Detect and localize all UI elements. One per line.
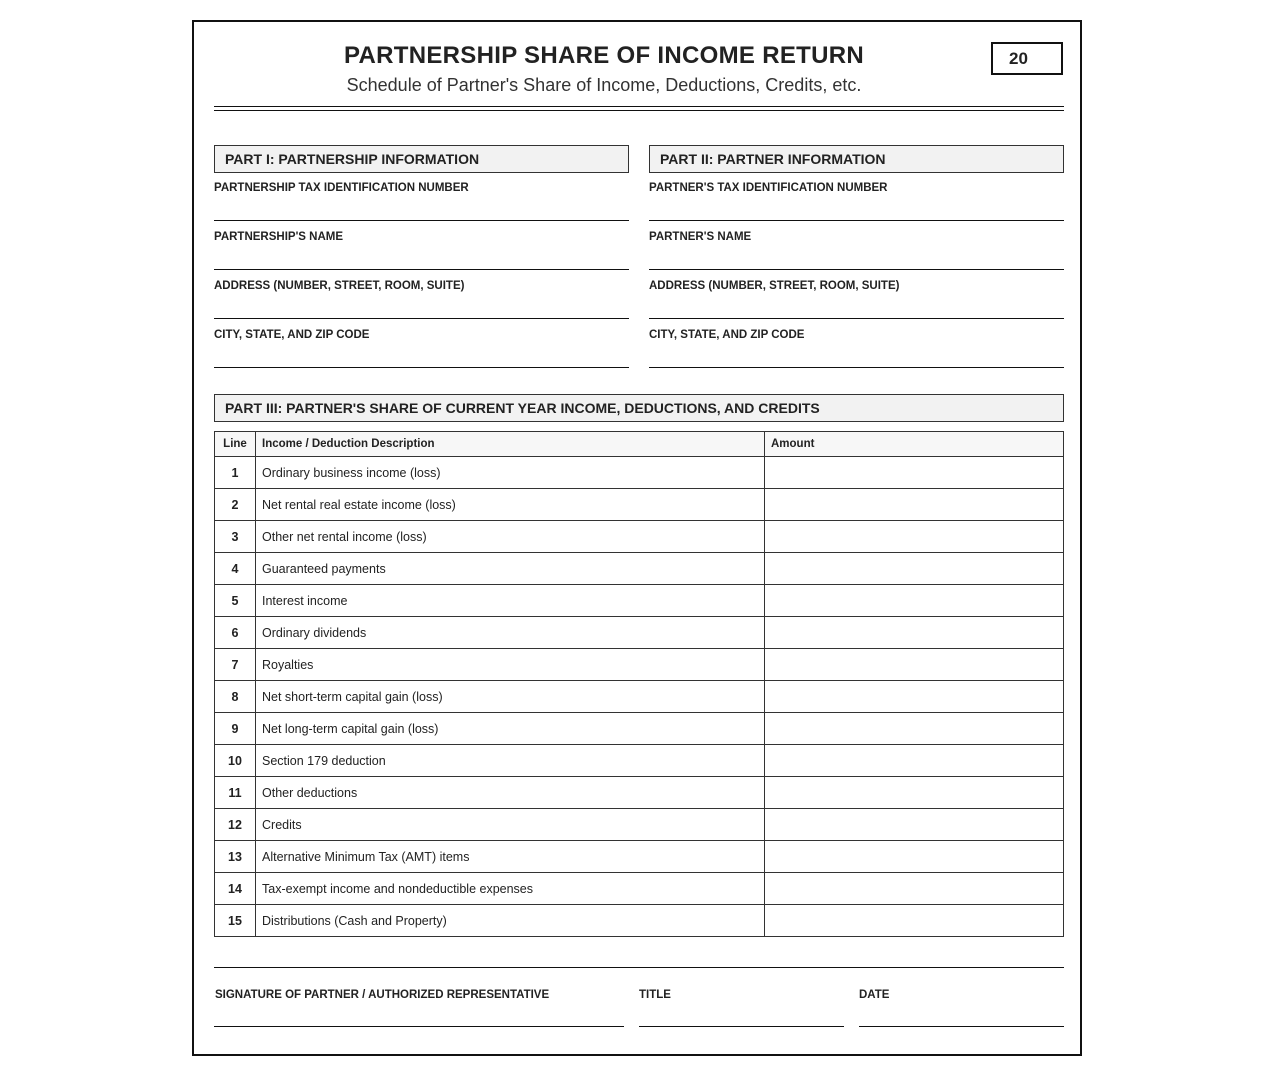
amount-cell[interactable] <box>765 745 1064 777</box>
line-description: Credits <box>256 809 765 841</box>
line-number: 2 <box>215 489 256 521</box>
part2-heading: PART II: PARTNER INFORMATION <box>649 145 1064 173</box>
partner-tin-field[interactable] <box>649 220 1064 221</box>
amount-cell[interactable] <box>765 681 1064 713</box>
line-description: Other deductions <box>256 777 765 809</box>
part1-heading: PART I: PARTNERSHIP INFORMATION <box>214 145 629 173</box>
partner-name-field[interactable] <box>649 269 1064 270</box>
line-number: 5 <box>215 585 256 617</box>
table-row <box>215 553 1064 585</box>
partnership-address-label: ADDRESS (NUMBER, STREET, ROOM, SUITE) <box>214 280 465 292</box>
partnership-name-label: PARTNERSHIP'S NAME <box>214 231 344 243</box>
amount-cell[interactable] <box>765 777 1064 809</box>
partner-city-field[interactable] <box>649 367 1064 368</box>
signature-label: SIGNATURE OF PARTNER / AUTHORIZED REPRESENTATIVE <box>215 989 550 1001</box>
table-row <box>215 681 1064 713</box>
line-description: Royalties <box>256 649 765 681</box>
form-subtitle: Schedule of Partner's Share of Income, Deductions, Credits, etc. <box>346 75 862 95</box>
header-divider <box>214 106 1064 111</box>
line-number: 6 <box>215 617 256 649</box>
partnership-name-field[interactable] <box>214 269 629 270</box>
table-row <box>215 617 1064 649</box>
partnership-city-label: CITY, STATE, AND ZIP CODE <box>214 329 370 341</box>
form-title: PARTNERSHIP SHARE OF INCOME RETURN <box>343 42 864 69</box>
signature-divider <box>214 967 1064 968</box>
line-description: Guaranteed payments <box>256 553 765 585</box>
table-row <box>215 873 1064 905</box>
line-number: 7 <box>215 649 256 681</box>
table-row <box>215 489 1064 521</box>
column-header-amount: Amount <box>765 432 1064 457</box>
table-row <box>215 777 1064 809</box>
partnership-address-field[interactable] <box>214 318 629 319</box>
partner-city-label: CITY, STATE, AND ZIP CODE <box>649 329 805 341</box>
line-description: Net short-term capital gain (loss) <box>256 681 765 713</box>
table-row <box>215 457 1064 489</box>
tax-year-box[interactable]: 20 <box>991 42 1063 75</box>
line-number: 12 <box>215 809 256 841</box>
amount-cell[interactable] <box>765 521 1064 553</box>
partnership-tin-label: PARTNERSHIP TAX IDENTIFICATION NUMBER <box>214 182 469 194</box>
line-description: Ordinary dividends <box>256 617 765 649</box>
line-description: Other net rental income (loss) <box>256 521 765 553</box>
line-number: 8 <box>215 681 256 713</box>
line-number: 10 <box>215 745 256 777</box>
line-number: 13 <box>215 841 256 873</box>
title-field[interactable] <box>639 1026 844 1027</box>
amount-cell[interactable] <box>765 457 1064 489</box>
line-number: 1 <box>215 457 256 489</box>
amount-cell[interactable] <box>765 809 1064 841</box>
table-row <box>215 809 1064 841</box>
income-table <box>214 431 1064 937</box>
amount-cell[interactable] <box>765 873 1064 905</box>
amount-cell[interactable] <box>765 489 1064 521</box>
partner-name-label: PARTNER'S NAME <box>649 231 752 243</box>
line-description: Section 179 deduction <box>256 745 765 777</box>
line-description: Net rental real estate income (loss) <box>256 489 765 521</box>
partnership-form <box>192 20 1082 1056</box>
partnership-tin-field[interactable] <box>214 220 629 221</box>
amount-cell[interactable] <box>765 841 1064 873</box>
column-header-line: Line <box>215 432 256 457</box>
date-field[interactable] <box>859 1026 1064 1027</box>
table-header-row <box>215 432 1064 457</box>
amount-cell[interactable] <box>765 553 1064 585</box>
signature-field[interactable] <box>214 1026 624 1027</box>
line-description: Interest income <box>256 585 765 617</box>
partner-tin-label: PARTNER'S TAX IDENTIFICATION NUMBER <box>649 182 888 194</box>
amount-cell[interactable] <box>765 713 1064 745</box>
line-description: Ordinary business income (loss) <box>256 457 765 489</box>
line-number: 15 <box>215 905 256 937</box>
table-row <box>215 745 1064 777</box>
amount-cell[interactable] <box>765 617 1064 649</box>
line-description: Distributions (Cash and Property) <box>256 905 765 937</box>
title-label: TITLE <box>639 989 671 1001</box>
line-description: Tax-exempt income and nondeductible expenses <box>256 873 765 905</box>
amount-cell[interactable] <box>765 585 1064 617</box>
column-header-description: Income / Deduction Description <box>256 432 765 457</box>
table-row <box>215 841 1064 873</box>
line-description: Net long-term capital gain (loss) <box>256 713 765 745</box>
line-number: 4 <box>215 553 256 585</box>
partner-address-label: ADDRESS (NUMBER, STREET, ROOM, SUITE) <box>649 280 900 292</box>
line-number: 3 <box>215 521 256 553</box>
table-row <box>215 521 1064 553</box>
table-row <box>215 905 1064 937</box>
amount-cell[interactable] <box>765 649 1064 681</box>
line-number: 9 <box>215 713 256 745</box>
partnership-city-field[interactable] <box>214 367 629 368</box>
line-description: Alternative Minimum Tax (AMT) items <box>256 841 765 873</box>
part3-heading: PART III: PARTNER'S SHARE OF CURRENT YEAR INCOME, DEDUCTIONS, AND CREDITS <box>214 394 1064 422</box>
table-row <box>215 649 1064 681</box>
amount-cell[interactable] <box>765 905 1064 937</box>
table-row <box>215 713 1064 745</box>
line-number: 11 <box>215 777 256 809</box>
table-row <box>215 585 1064 617</box>
line-number: 14 <box>215 873 256 905</box>
date-label: DATE <box>859 989 890 1001</box>
partner-address-field[interactable] <box>649 318 1064 319</box>
